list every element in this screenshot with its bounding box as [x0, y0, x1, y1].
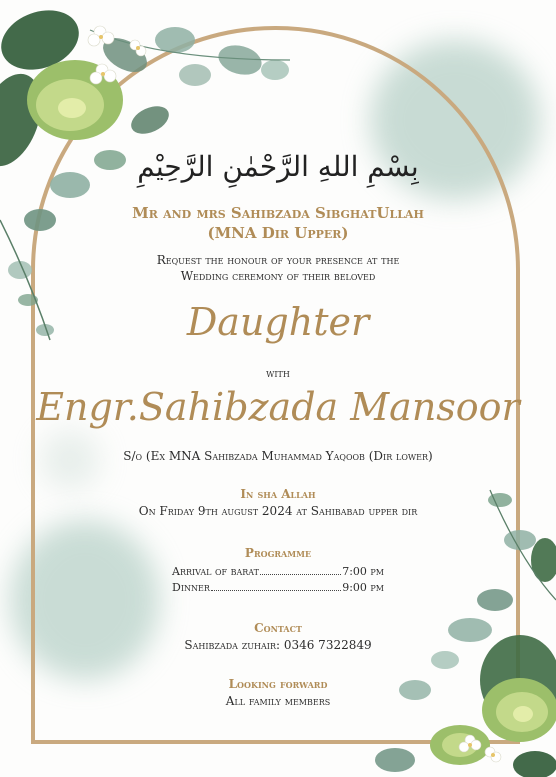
- closing-text: All family members: [225, 694, 331, 708]
- groom-name: Engr.Sahibzada Mansoor: [36, 385, 520, 429]
- programme-item-time: 9:00 pm: [342, 581, 384, 594]
- programme-item: [172, 581, 384, 594]
- contact-heading: Contact: [254, 621, 302, 635]
- dotted-leader: [211, 590, 341, 591]
- dotted-leader: [260, 574, 341, 575]
- programme-item-time: 7:00 pm: [342, 565, 384, 578]
- programme-item-label: Dinner: [172, 581, 210, 594]
- bismillah-calligraphy: بِسْمِ اللهِ الرَّحْمٰنِ الرَّحِيْمِ: [137, 150, 419, 183]
- programme-item-label: Arrival of barat: [172, 565, 259, 578]
- host-title: (MNA Dir Upper): [207, 224, 349, 242]
- bride-name: Daughter: [186, 300, 370, 344]
- date-text: On Friday 9th august 2024 at Sahibabad upper dir: [138, 504, 418, 518]
- closing-heading: Looking forward: [228, 677, 328, 691]
- host-name: Mr and mrs Sahibzada SibghatUllah: [132, 204, 424, 222]
- groom-parent: S/o (Ex MNA Sahibzada Muhammad Yaqoob (Dir lower): [123, 449, 433, 463]
- programme-heading: Programme: [244, 546, 312, 560]
- request-line-2: Wedding ceremony of their beloved: [180, 269, 376, 283]
- programme-item: [172, 565, 384, 578]
- contact-text: Sahibzada zuhair: 0346 7322849: [184, 638, 372, 652]
- request-line-1: Request the honour of your presence at the: [156, 253, 400, 267]
- date-heading: In sha Allah: [240, 487, 316, 501]
- with-label: with: [266, 366, 290, 380]
